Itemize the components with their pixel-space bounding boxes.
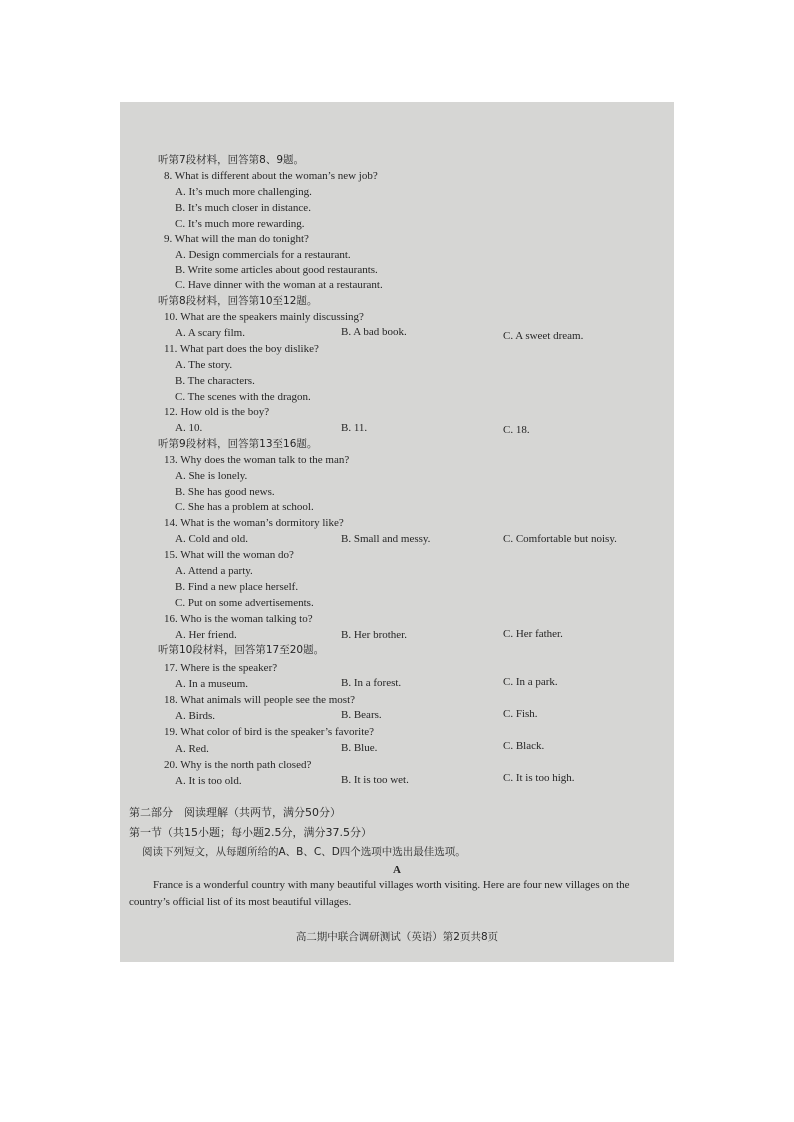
question-11-option-a: A. The story. (175, 359, 233, 371)
listening-instruction-10: 听第10段材料，回答第17至20题。 (158, 644, 325, 656)
question-8-option-a: A. It’s much more challenging. (175, 186, 312, 198)
question-17-option-a: A. In a museum. (175, 678, 249, 690)
passage-label: A (393, 864, 401, 876)
question-15-option-c: C. Put on some advertisements. (175, 597, 314, 609)
question-19-option-a: A. Red. (175, 743, 209, 755)
question-10: 10. What are the speakers mainly discussing? (164, 311, 364, 323)
question-11: 11. What part does the boy dislike? (164, 343, 319, 355)
question-18-option-c: C. Fish. (503, 708, 538, 720)
question-17-option-c: C. In a park. (503, 676, 558, 688)
question-19-option-c: C. Black. (503, 740, 545, 752)
question-9: 9. What will the man do tonight? (164, 233, 309, 245)
question-14-option-c: C. Comfortable but noisy. (503, 533, 617, 545)
question-11-option-c: C. The scenes with the dragon. (175, 391, 311, 403)
question-18: 18. What animals will people see the most? (164, 694, 356, 706)
question-19: 19. What color of bird is the speaker’s favorite? (164, 726, 375, 738)
question-10-option-c: C. A sweet dream. (503, 330, 584, 342)
part-two-heading: 第二部分 阅读理解（共两节，满分50分） (129, 806, 341, 819)
question-12-option-b: B. 11. (341, 422, 368, 434)
section-one-heading: 第一节（共15小题；每小题2.5分，满分37.5分） (129, 826, 372, 839)
question-17-option-b: B. In a forest. (341, 677, 402, 689)
question-8-option-c: C. It’s much more rewarding. (175, 218, 305, 230)
question-20-option-b: B. It is too wet. (341, 774, 409, 786)
question-12-option-c: C. 18. (503, 424, 530, 436)
question-14-option-b: B. Small and messy. (341, 533, 431, 545)
question-15: 15. What will the woman do? (164, 549, 294, 561)
passage-text: France is a wonderful country with many beautiful villages worth visiting. Here are four new villages on the country’s official list of its most beautiful villages. (129, 879, 630, 908)
question-20-option-a: A. It is too old. (175, 775, 242, 787)
question-9-option-b: B. Write some articles about good restaurants. (175, 264, 378, 276)
question-19-option-b: B. Blue. (341, 742, 378, 754)
question-12: 12. How old is the boy? (164, 406, 270, 418)
listening-instruction-9: 听第9段材料，回答第13至16题。 (158, 438, 318, 450)
question-10-option-a: A. A scary film. (175, 327, 245, 339)
question-18-option-a: A. Birds. (175, 710, 216, 722)
reading-instruction: 阅读下列短文，从每题所给的A、B、C、D四个选项中选出最佳选项。 (142, 846, 466, 858)
question-8: 8. What is different about the woman’s new job? (164, 170, 378, 182)
question-13-option-c: C. She has a problem at school. (175, 501, 314, 513)
exam-page (120, 102, 674, 962)
question-18-option-b: B. Bears. (341, 709, 382, 721)
listening-instruction-8: 听第8段材料，回答第10至12题。 (158, 295, 318, 307)
question-16: 16. Who is the woman talking to? (164, 613, 313, 625)
page-footer: 高二期中联合调研测试（英语）第2页共8页 (295, 931, 499, 943)
question-12-option-a: A. 10. (175, 422, 203, 434)
question-17: 17. Where is the speaker? (164, 662, 278, 674)
question-9-option-c: C. Have dinner with the woman at a restaurant. (175, 279, 383, 291)
question-16-option-a: A. Her friend. (175, 629, 237, 641)
question-13-option-a: A. She is lonely. (175, 470, 248, 482)
question-11-option-b: B. The characters. (175, 375, 255, 387)
question-14-option-a: A. Cold and old. (175, 533, 249, 545)
question-20: 20. Why is the north path closed? (164, 759, 312, 771)
question-14: 14. What is the woman’s dormitory like? (164, 517, 344, 529)
listening-instruction-7: 听第7段材料，回答第8、9题。 (158, 154, 305, 166)
question-10-option-b: B. A bad book. (341, 326, 407, 338)
question-9-option-a: A. Design commercials for a restaurant. (175, 249, 351, 261)
question-20-option-c: C. It is too high. (503, 772, 575, 784)
question-15-option-b: B. Find a new place herself. (175, 581, 299, 593)
question-15-option-a: A. Attend a party. (175, 565, 253, 577)
question-13-option-b: B. She has good news. (175, 486, 275, 498)
question-16-option-b: B. Her brother. (341, 629, 407, 641)
question-16-option-c: C. Her father. (503, 628, 563, 640)
question-8-option-b: B. It’s much closer in distance. (175, 202, 311, 214)
question-13: 13. Why does the woman talk to the man? (164, 454, 350, 466)
